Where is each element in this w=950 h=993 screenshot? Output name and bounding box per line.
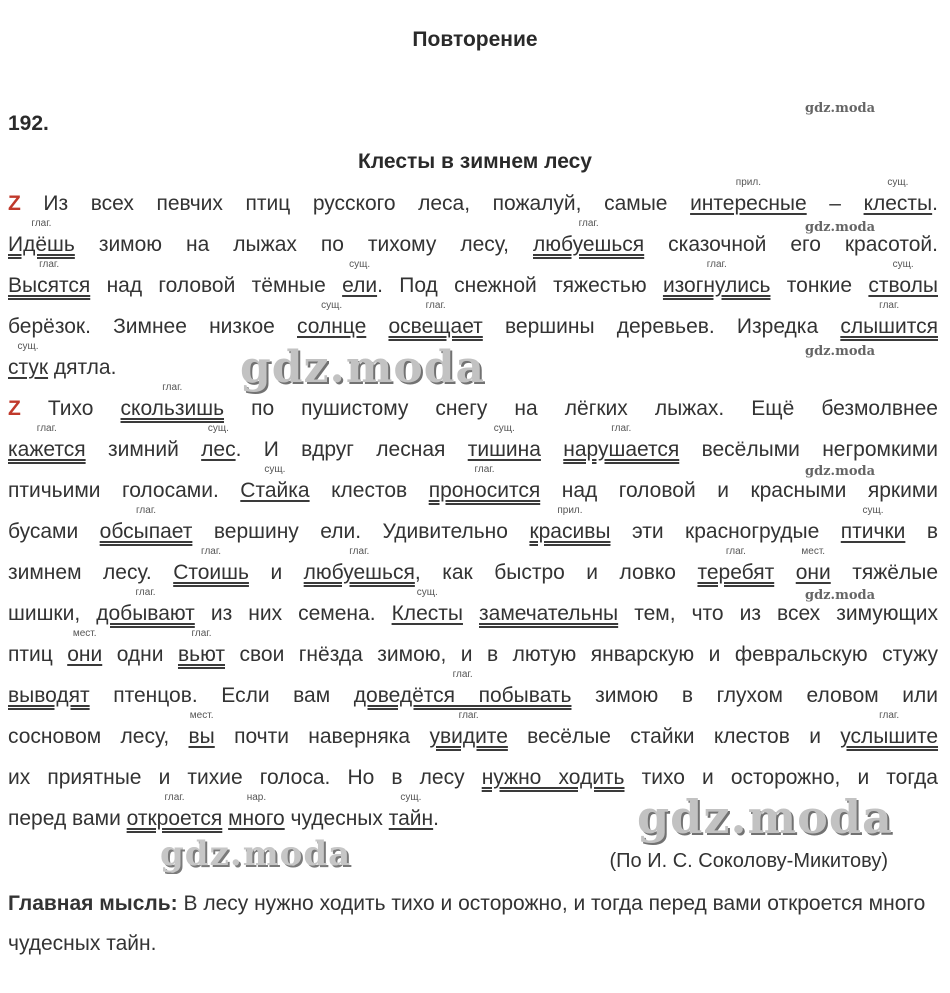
watermark-large: gdz.moda <box>240 342 486 393</box>
text-line: глаг. Высятся над головой тёмные сущ. ели. Под снежной тяжестью глаг. изогнулись тонкие сущ. стволы <box>8 259 938 297</box>
text-line: птиц мест. они одни глаг. вьют свои гнёзда зимою, и в лютую январскую и февральскую стужу <box>8 628 939 666</box>
word-predicate: глаг. изогнулись <box>662 259 771 297</box>
section-title: Повторение <box>412 28 538 51</box>
word-predicate: глаг. кажется <box>8 423 86 461</box>
word-subject: сущ. солнце <box>297 300 367 338</box>
word-predicate: глаг. добывают <box>96 587 195 625</box>
word-subject: мест. они <box>795 546 831 584</box>
word-predicate: глаг. слышится <box>840 300 938 338</box>
word-subject: сущ. Стайка <box>240 464 310 502</box>
word-subject: сущ. тишина <box>467 423 541 461</box>
word-predicate: глаг. Идёшь <box>8 218 75 256</box>
watermark: gdz.moda <box>805 464 876 479</box>
word-adjective: прил. красивы <box>529 505 611 543</box>
word-predicate: глаг. освещает <box>388 300 483 338</box>
word-subject: сущ. стволы <box>868 259 938 297</box>
main-idea <box>8 884 938 964</box>
watermark: gdz.moda <box>805 588 876 603</box>
watermark: gdz.moda <box>805 344 876 359</box>
word-subject: сущ. тайн <box>388 792 434 830</box>
attribution: (По И. С. Соколову-Микитову) <box>609 850 888 872</box>
pos-tag: прил. <box>735 177 761 188</box>
text-line: берёзок. Зимнее низкое сущ. солнце глаг. освещает вершины деревьев. Изредка глаг. слышится <box>8 300 938 338</box>
text-line: выводят птенцов. Если вам глаг. доведётся побывать зимою в глухом еловом или <box>8 669 939 707</box>
word-predicate: глаг. услышите <box>840 710 939 748</box>
word-predicate: замечательны <box>479 602 619 625</box>
text-line: Z Тихо глаг. скользишь по пушистому снегу на лёгких лыжах. Ещё безмолвнее <box>8 382 938 420</box>
word-predicate: глаг. скользишь <box>120 382 225 420</box>
word-subject: мест. вы <box>188 710 215 748</box>
word-predicate: глаг. теребят <box>697 546 775 584</box>
main-idea-label: Главная мысль: <box>8 892 178 915</box>
word-subject: сущ. стук <box>8 341 49 379</box>
word-subject: сущ. птички <box>840 505 906 543</box>
text-line: глаг. кажется зимний сущ. лес. И вдруг лесная сущ. тишина глаг. нарушается весёлыми негромкими <box>8 423 939 461</box>
word-predicate: глаг. Высятся <box>8 259 91 297</box>
text-line: сосновом лесу, мест. вы почти наверняка глаг. увидите весёлые стайки клестов и глаг. услышите <box>8 710 939 748</box>
word-predicate: глаг. нарушается <box>563 423 680 461</box>
word-subject: сущ. лес <box>201 423 236 461</box>
main-idea-text: В лесу нужно ходить тихо и осторожно, и тогда перед вами откроется много чудесных тайн. <box>8 892 926 955</box>
word-predicate: глаг. Стоишь <box>173 546 249 584</box>
text-line: глаг. Идёшь зимою на лыжах по тихому лесу, глаг. любуешься сказочной его красотой. <box>8 218 938 256</box>
word-predicate: глаг. увидите <box>429 710 508 748</box>
word-predicate: глаг. вьют <box>177 628 225 666</box>
word-subject: сущ. ели <box>342 259 378 297</box>
word-subject: мест. они <box>67 628 103 666</box>
word-predicate: глаг. любуешься <box>303 546 415 584</box>
word-adverb: нар. много <box>228 792 285 830</box>
text-line: бусами глаг. обсыпает вершину ели. Удивительно прил. красивы эти красногрудые сущ. птички в <box>8 505 938 543</box>
watermark: gdz.moda <box>805 220 876 235</box>
exercise-number: 192. <box>8 112 49 135</box>
text-line: шишки, глаг. добывают из них семена. сущ. Клесты замечательны тем, что из всех зимующих <box>8 587 939 625</box>
word-predicate: нужно ходить <box>481 766 625 789</box>
word-predicate: глаг. откроется <box>126 792 223 830</box>
paragraph-marker: Z <box>8 192 21 215</box>
paragraph-marker: Z <box>8 397 21 420</box>
text-line: птичьими голосами. сущ. Стайка клестов глаг. проносится над головой и красными яркими <box>8 464 938 502</box>
text-run: Из всех певчих птиц русского леса, пожалуй, самые <box>43 192 668 215</box>
text-line: зимнем лесу. глаг. Стоишь и глаг. любуешься, как быстро и ловко глаг. теребят мест. они тяжёлые <box>8 546 938 584</box>
story-title: Клесты в зимнем лесу <box>358 150 592 173</box>
watermark-large: gdz.moda <box>637 790 893 844</box>
word-predicate: глаг. доведётся побывать <box>353 669 572 707</box>
word-subject: сущ. клесты <box>863 177 933 215</box>
text-line: Z Из всех певчих птиц русского леса, пожалуй, самые прил. интересные – сущ. клесты. <box>8 177 938 215</box>
word-predicate: глаг. проносится <box>428 464 541 502</box>
word-predicate: глаг. обсыпает <box>99 505 193 543</box>
watermark-large: gdz.moda <box>160 834 352 874</box>
text-line: их приятные и тихие голоса. Но в лесу нужно ходить тихо и осторожно, и тогда <box>8 766 938 789</box>
text-line: сущ. стук дятла. <box>8 341 117 379</box>
text-line: перед вами глаг. откроется нар. много чудесных сущ. тайн. <box>8 792 439 830</box>
word-adjective: прил. интересные <box>690 177 807 215</box>
pos-tag: сущ. <box>887 177 909 188</box>
word-subject: сущ. Клесты <box>391 587 463 625</box>
word-predicate: выводят <box>8 684 90 707</box>
watermark: gdz.moda <box>805 101 876 116</box>
word-predicate: глаг. любуешься <box>533 218 645 256</box>
